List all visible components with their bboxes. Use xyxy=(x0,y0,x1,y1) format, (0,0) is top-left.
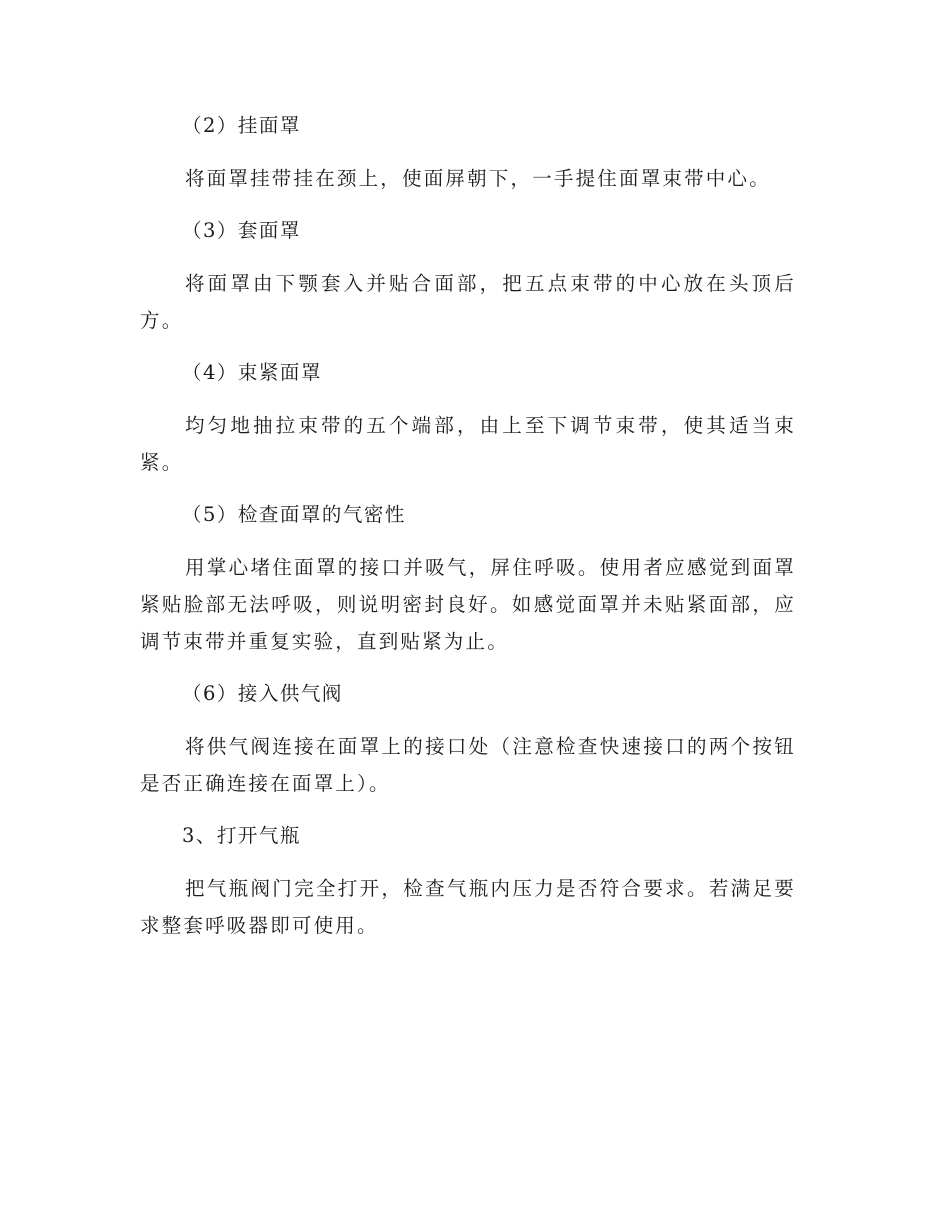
section-heading-3: （3）套面罩 xyxy=(182,219,301,242)
document-page xyxy=(140,108,796,944)
section-body-4: 均匀地抽拉束带的五个端部，由上至下调节束带，使其适当束紧。 xyxy=(140,414,796,474)
section-heading-open-cylinder: 3、打开气瓶 xyxy=(182,824,301,847)
section-heading-6: （6）接入供气阀 xyxy=(182,682,343,705)
section-heading-4: （4）束紧面罩 xyxy=(182,361,322,384)
section-body-5: 用掌心堵住面罩的接口并吸气，屏住呼吸。使用者应感觉到面罩紧贴脸部无法呼吸，则说明密封良好。如感觉面罩并未贴紧面部，应调节束带并重复实验，直到贴紧为止。 xyxy=(140,556,796,653)
section-body-6: 将供气阀连接在面罩上的接口处（注意检查快速接口的两个按钮是否正确连接在面罩上）。 xyxy=(140,735,796,795)
section-heading-2: （2）挂面罩 xyxy=(182,114,301,137)
section-body-2: 将面罩挂带挂在颈上，使面屏朝下，一手提住面罩束带中心。 xyxy=(185,167,771,190)
section-body-3: 将面罩由下颚套入并贴合面部，把五点束带的中心放在头顶后方。 xyxy=(140,272,796,332)
section-heading-5: （5）检查面罩的气密性 xyxy=(182,503,406,526)
section-body-open-cylinder: 把气瓶阀门完全打开，检查气瓶内压力是否符合要求。若满足要求整套呼吸器即可使用。 xyxy=(140,877,796,937)
